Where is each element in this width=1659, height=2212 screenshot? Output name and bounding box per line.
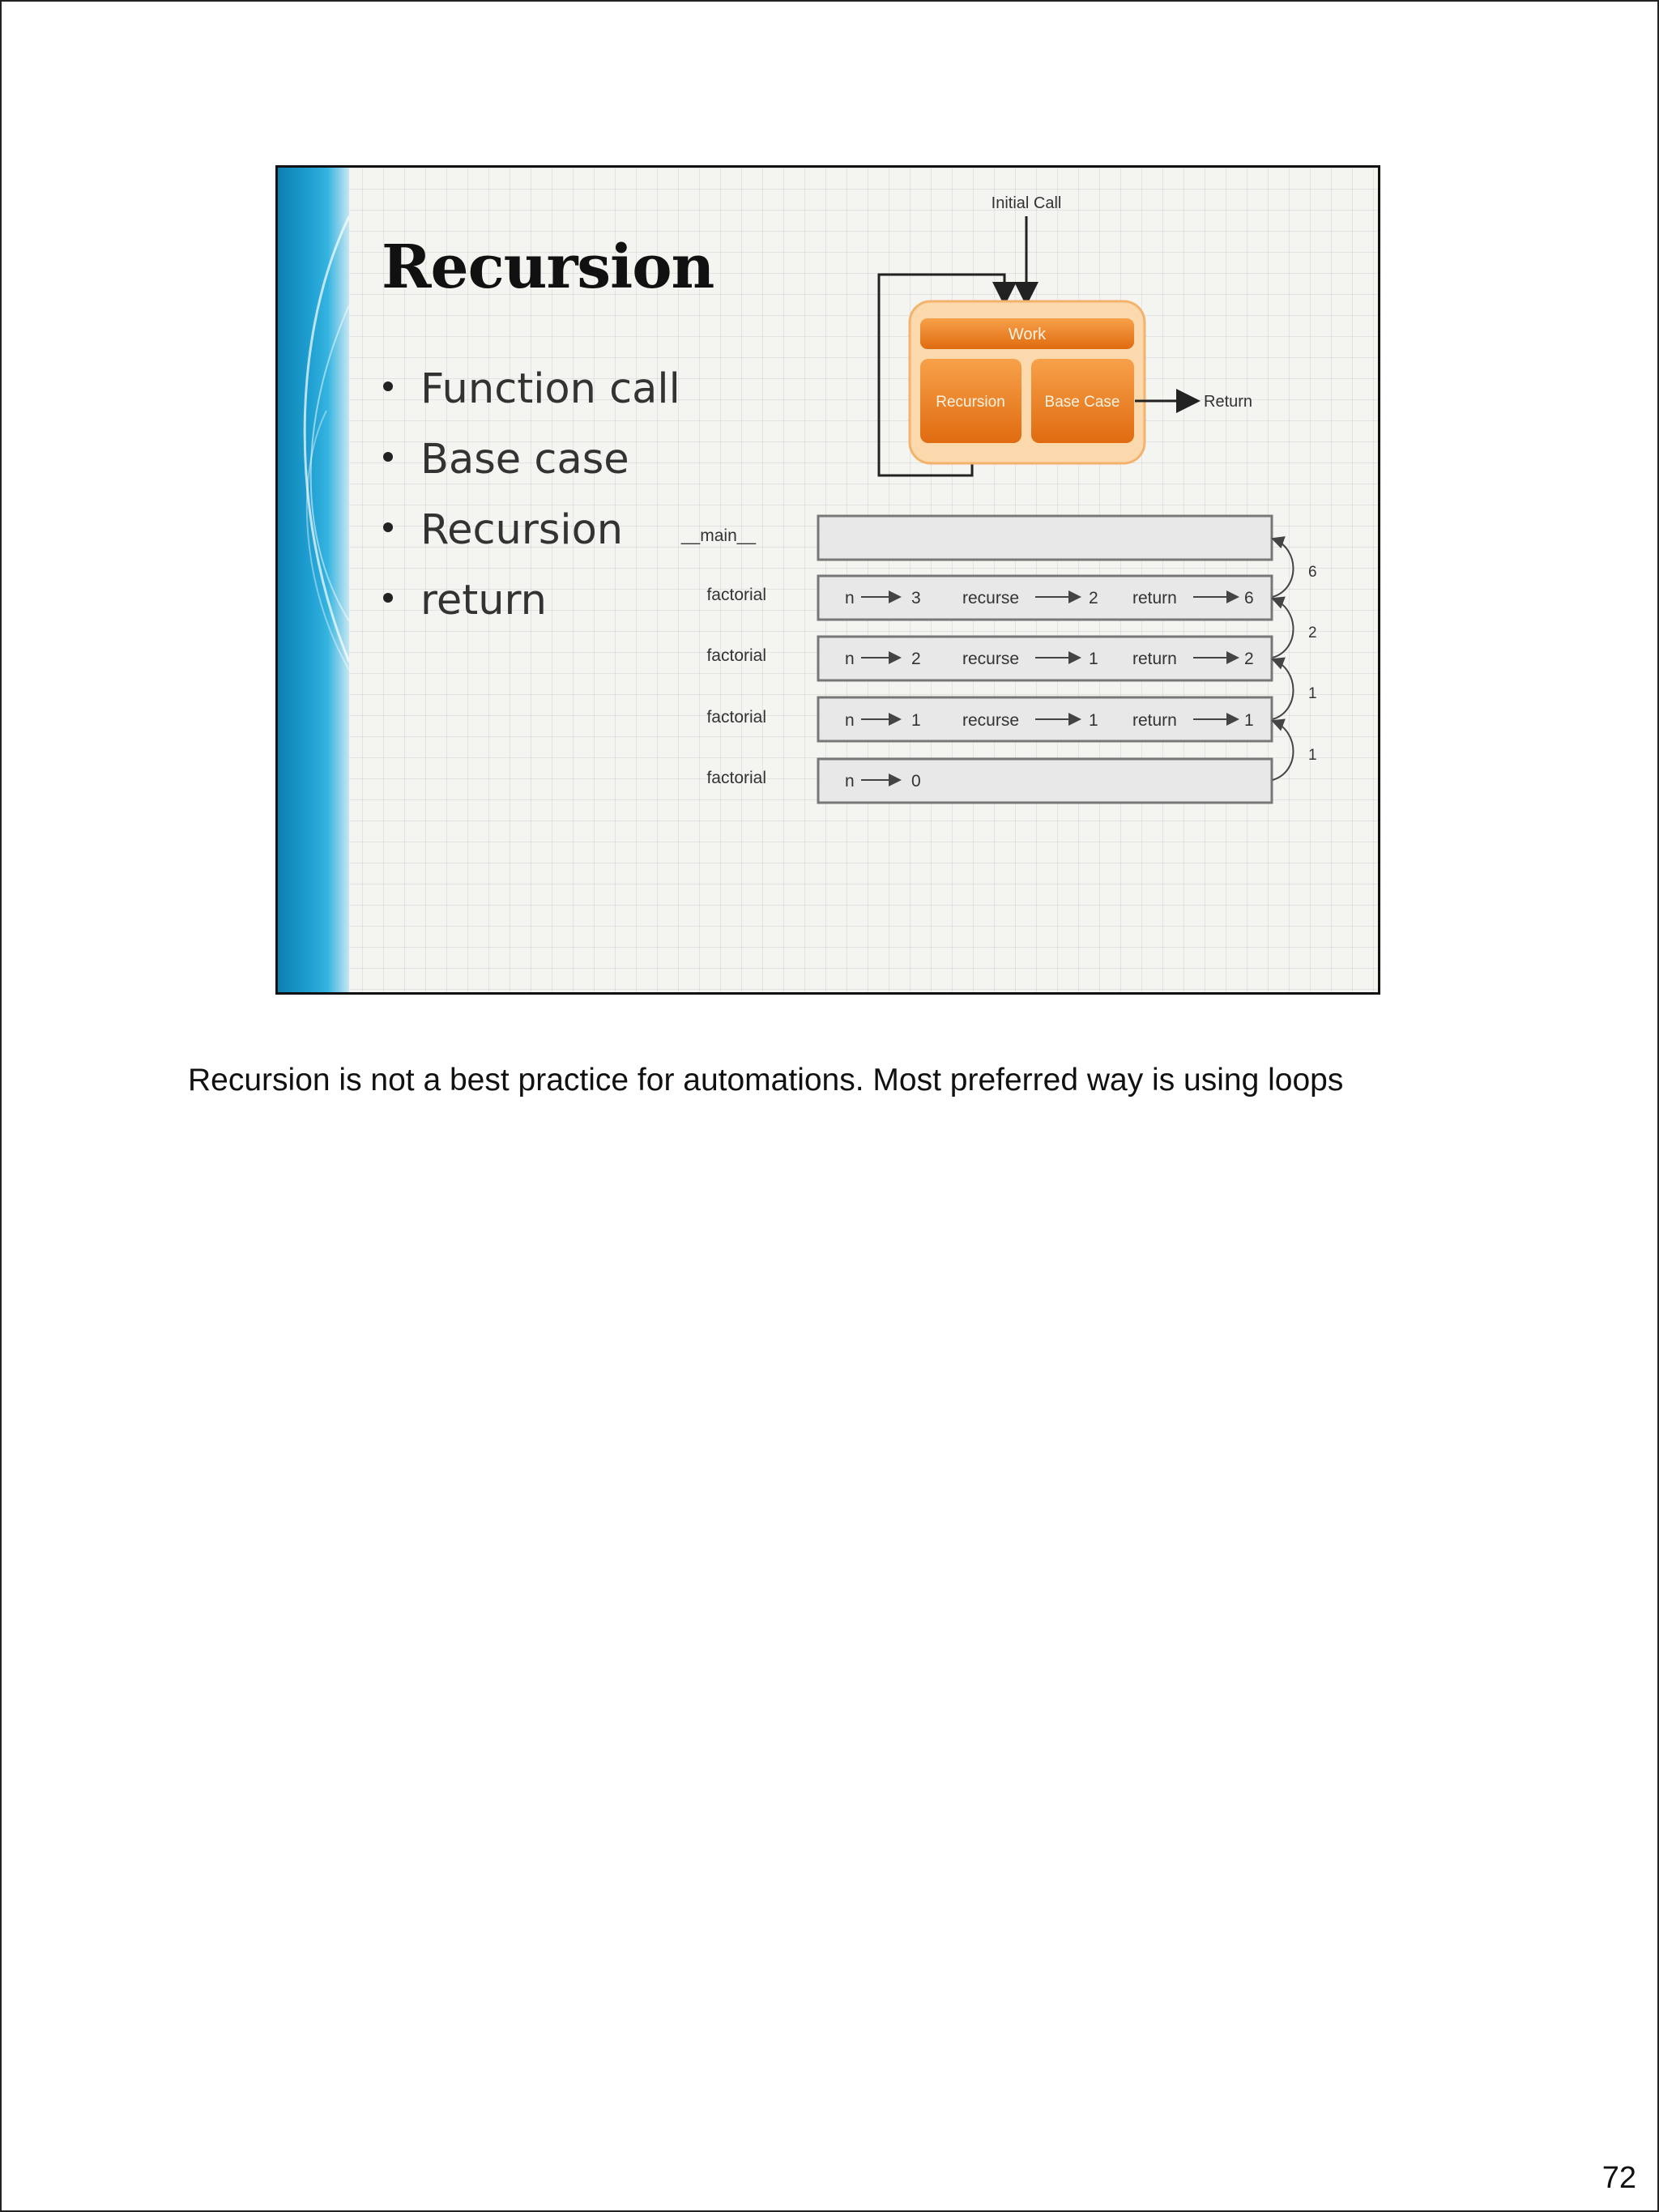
stack-frame-factorial-3: [706, 697, 1272, 741]
var-value: 0: [911, 772, 921, 791]
frame-label: __main__: [680, 526, 757, 545]
return-label: Return: [1204, 393, 1253, 411]
slide-notes: Recursion is not a best practice for automations. Most preferred way is using loops: [188, 1063, 1344, 1097]
bullet-text: Base case: [420, 436, 629, 484]
var-value: 1: [911, 711, 921, 730]
var-name: n: [845, 589, 855, 607]
var-name: n: [845, 711, 855, 730]
recursion-diagram: [278, 168, 1380, 995]
var-value: 6: [1244, 589, 1254, 607]
var-name: return: [1132, 650, 1177, 668]
return-value: 2: [1308, 624, 1317, 641]
var-name: return: [1132, 711, 1177, 730]
return-arc-3: [1273, 659, 1294, 719]
return-value: 1: [1308, 747, 1317, 764]
var-value: 2: [911, 650, 921, 668]
return-arc-1: [1273, 539, 1294, 597]
frame-label: factorial: [706, 769, 766, 787]
page-number: 72: [1601, 2161, 1636, 2195]
frame-label: factorial: [706, 586, 766, 604]
var-name: recurse: [962, 650, 1020, 668]
recursion-label: Recursion: [936, 394, 1005, 411]
var-name: n: [845, 650, 855, 668]
return-value: 1: [1308, 685, 1317, 702]
return-value: 6: [1308, 564, 1317, 581]
var-value: 2: [1089, 589, 1098, 607]
frame-label: factorial: [706, 708, 766, 727]
bullet-text: Function call: [420, 365, 680, 413]
stack-frame-factorial-4: [706, 759, 1272, 803]
bullet-text: return: [420, 577, 547, 624]
var-name: recurse: [962, 589, 1020, 607]
stack-frame-factorial-1: [706, 576, 1272, 620]
frame-box: [818, 516, 1272, 560]
var-value: 3: [911, 589, 921, 607]
var-value: 2: [1244, 650, 1254, 668]
frame-label: factorial: [706, 646, 766, 665]
stack-frame-factorial-2: [706, 637, 1272, 680]
slide: [275, 165, 1380, 995]
stack-frame-main: [680, 516, 1272, 560]
work-label: Work: [1008, 326, 1047, 343]
var-value: 1: [1089, 711, 1098, 730]
var-name: n: [845, 772, 855, 791]
initial-call-label: Initial Call: [991, 194, 1062, 212]
var-value: 1: [1244, 711, 1254, 730]
var-value: 1: [1089, 650, 1098, 668]
var-name: recurse: [962, 711, 1020, 730]
base-case-label: Base Case: [1044, 394, 1120, 411]
var-name: return: [1132, 589, 1177, 607]
return-arc-4: [1273, 721, 1294, 780]
bullet-text: Recursion: [420, 506, 624, 554]
slide-title: Recursion: [382, 232, 714, 302]
return-arc-2: [1273, 599, 1294, 658]
